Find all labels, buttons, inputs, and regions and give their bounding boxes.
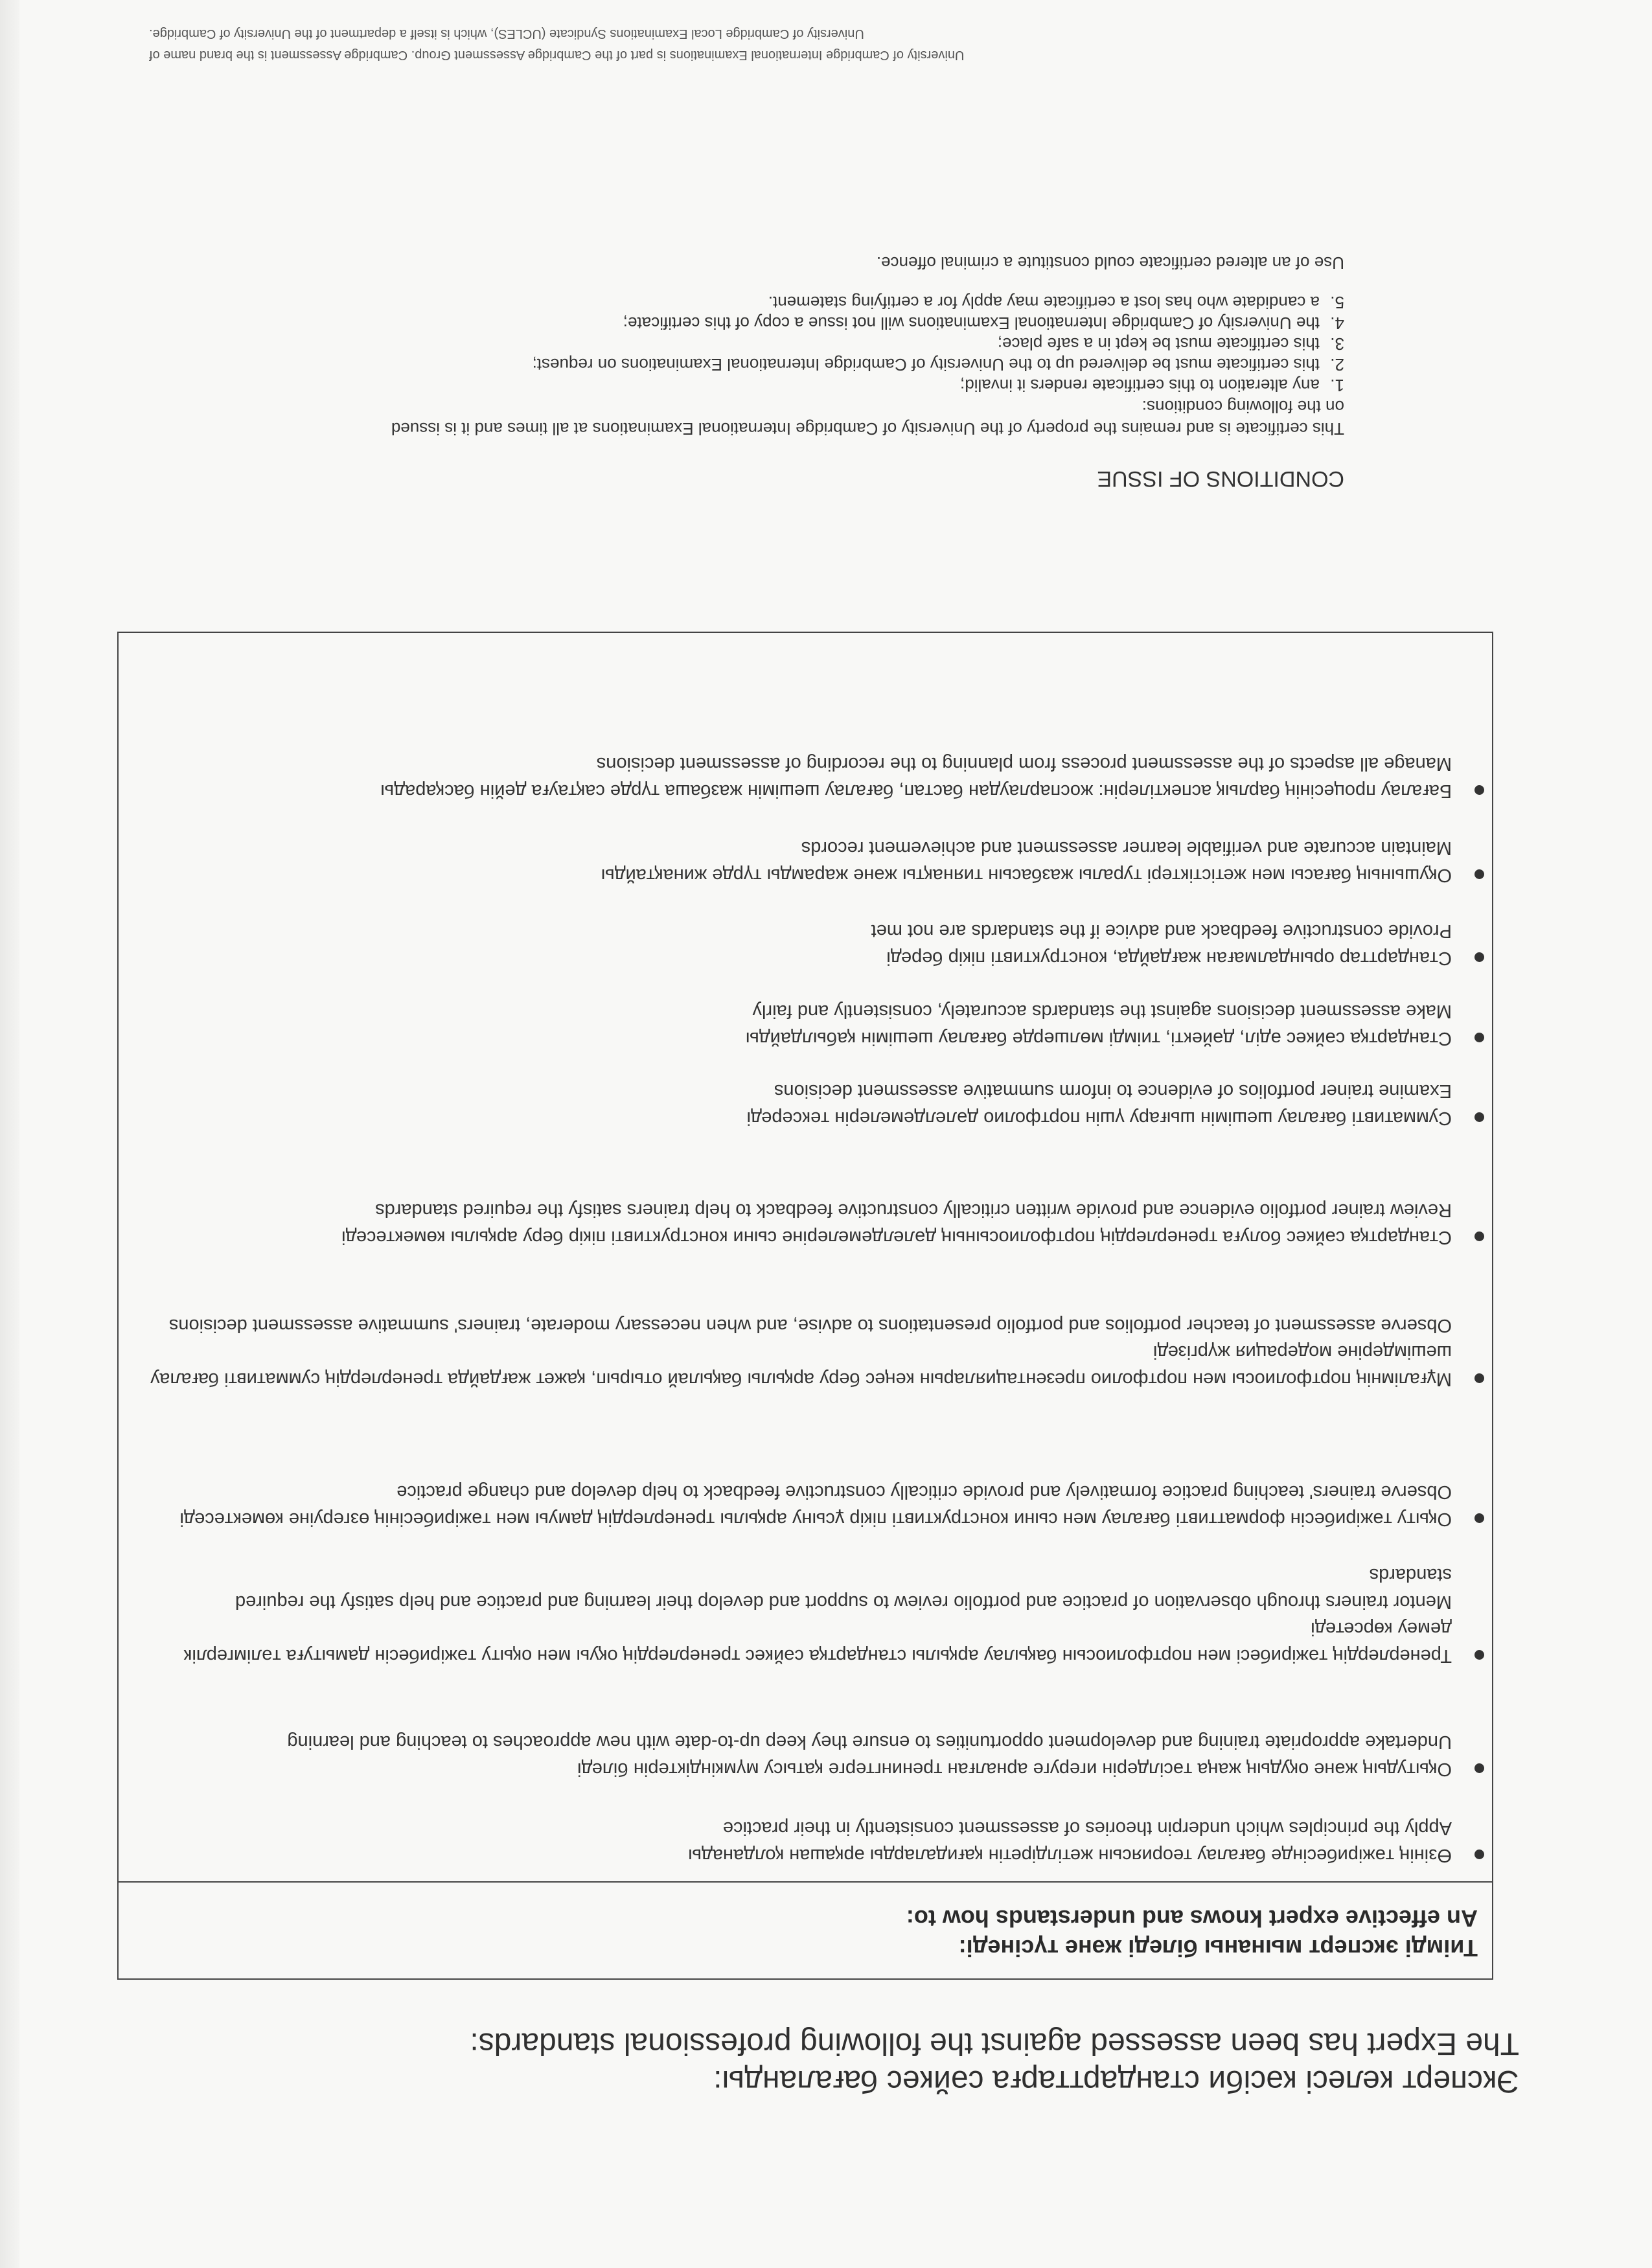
conditions-intro: This certificate is and remains the property of the University of Cambridge International Examinations at all times and it is issued on the following conditions: <box>391 397 1344 439</box>
title-english: The Expert has been assessed against the following professional standards: <box>470 2026 1519 2061</box>
standard-kazakh: Өзінің тәжірибесінде бағалау теориясын жетілдіретін қағидаларды әрқашан қолданады <box>688 1845 1452 1866</box>
condition-item <box>373 292 1344 313</box>
bullet-icon <box>1474 1850 1484 1859</box>
standard-english: Examine trainer portfolios of evidence to inform summative assessment decisions <box>774 1081 1452 1102</box>
bullet-icon <box>1474 785 1484 795</box>
condition-text: this certificate must be delivered up to the University of Cambridge International Examinations on request; <box>532 355 1320 374</box>
condition-item <box>373 375 1344 396</box>
standard-english: Provide constructive feedback and advice if the standards are not met <box>871 921 1452 942</box>
standard-english: Undertake appropriate training and development opportunities to ensure they keep up-to-date with new approaches to teaching and learning <box>287 1732 1452 1753</box>
standard-text <box>150 917 1452 971</box>
footer-line-1: University of Cambridge International Examinations is part of the Cambridge Assessment Group. Cambridge Assessment is the brand name of <box>149 48 965 62</box>
standards-heading <box>119 1881 1492 1978</box>
condition-number: 3. <box>1330 334 1344 354</box>
standard-kazakh: Мұғалімнің портфолиосы мен портфолио презентацияларын кеңес беру арқылы бақылай отырып, қажет жағдайда тренерлердің суммативті бағалау шешімдеріне модерация жүргізеді <box>150 1342 1452 1390</box>
conditions-list <box>373 292 1344 396</box>
condition-text: this certificate must be kept in a safe place; <box>997 334 1320 354</box>
conditions-warning: Use of an altered certificate could constitute a criminal offence. <box>876 253 1344 273</box>
standard-text <box>150 1478 1452 1532</box>
title-block <box>94 2024 1519 2100</box>
standard-english: Observe trainers' teaching practice formatively and provide critically constructive feedback to help develop and change practice <box>396 1482 1452 1503</box>
conditions-of-issue <box>373 252 1344 493</box>
standard-text <box>150 1815 1452 1868</box>
title-kazakh: Эксперт келесі кәсіби стандарттарға сәйкес бағаланды: <box>713 2064 1519 2098</box>
footer-line-2: University of Cambridge Local Examinations Syndicate (UCLES), which is itself a department of the University of Cambridge. <box>149 27 864 41</box>
standard-text <box>150 998 1452 1051</box>
bullet-icon <box>1474 869 1484 879</box>
standard-english: Maintain accurate and verifiable learner assessment and achievement records <box>801 838 1452 859</box>
standard-text <box>150 1077 1452 1131</box>
standard-kazakh: Стандартқа сәйкес болуға тренерлердің портфолиосының дәлелдемелеріне сыни конструктивті пікір беру арқылы көмектеседі <box>341 1227 1452 1248</box>
condition-number: 1. <box>1330 376 1344 395</box>
bullet-icon <box>1474 1112 1484 1122</box>
standard-kazakh: Оқушының бағасы мен жетістіктері туралы жазбасын тиянақты және жарамды түрде жинақтайды <box>601 865 1452 886</box>
standard-kazakh: Оқыту тәжірибесін форматтивті бағалау мен сыни конструктивті пікір ұсыну арқылы тренерлердің дамуы мен тәжірибесінің өзгеруіне көмектеседі <box>179 1509 1452 1529</box>
footer-text <box>149 23 1503 65</box>
condition-item <box>373 313 1344 334</box>
standard-english: Apply the principles which underpin theories of assessment consistently in their practice <box>722 1818 1452 1839</box>
standard-text <box>150 1561 1452 1669</box>
standard-text <box>150 750 1452 804</box>
conditions-heading: CONDITIONS OF ISSUE <box>1097 466 1344 491</box>
standards-heading-kazakh: Тиімді эксперт мынаны біледі және түсінеді: <box>958 1935 1478 1962</box>
condition-number: 5. <box>1330 293 1344 312</box>
standard-kazakh: Стандарттар орындалмаған жағдайда, конструктивті пікір береді <box>886 948 1452 968</box>
bullet-icon <box>1474 1231 1484 1241</box>
condition-text: the University of Cambridge International Examinations will not issue a copy of this certificate; <box>623 314 1320 333</box>
standard-english: Make assessment decisions against the standards accurately, consistently and fairly <box>752 1001 1452 1022</box>
standard-text <box>150 1728 1452 1782</box>
condition-number: 2. <box>1330 355 1344 374</box>
standard-kazakh: Стандартқа сәйкес әділ, дәйекті, тиімді мөлшерде бағалау шешімін қабылдайды <box>745 1028 1452 1049</box>
bullet-icon <box>1474 1763 1484 1773</box>
standards-box <box>117 632 1493 1980</box>
standard-english: Manage all aspects of the assessment process from planning to the recording of assessment decisions <box>596 753 1452 775</box>
scan-edge-shadow <box>0 0 19 2268</box>
bullet-icon <box>1474 952 1484 962</box>
bullet-icon <box>1474 1513 1484 1523</box>
standard-kazakh: Тренерлердің тәжірибесі мен портфолиосын бақылау арқылы стандартқа сәйкес тренерлердің оқуы мен оқыту тәжірибесін дамытуға тәлімгерлік демеу көрсетеді <box>183 1618 1452 1666</box>
standard-english: Mentor trainers through observation of practice and portfolio review to support and develop their learning and practice and help satisfy the required standards <box>235 1564 1452 1612</box>
condition-item <box>373 334 1344 354</box>
bullet-icon <box>1474 1373 1484 1383</box>
bullet-icon <box>1474 1650 1484 1660</box>
bullet-icon <box>1474 1033 1484 1042</box>
standard-kazakh: Суммативті бағалау шешімін шығару үшін портфолио дәлелдемелерін тексереді <box>746 1108 1452 1128</box>
standard-text <box>150 1312 1452 1393</box>
standard-english: Observe assessment of teacher portfolios and portfolio presentations to advise, and when necessary moderate, trainers' summative assessment decisions <box>168 1315 1452 1336</box>
condition-text: a candidate who has lost a certificate may apply for a certifying statement. <box>768 293 1320 312</box>
standards-heading-english: An effective expert knows and understands how to: <box>906 1905 1478 1932</box>
standard-kazakh: Оқытудың және оқудың жаңа тәсілдерін игеруге арналған тренингтерге қатысу мүмкіндіктерін біледі <box>577 1759 1452 1780</box>
standard-english: Review trainer portfolio evidence and provide written critically constructive feedback to help trainers satisfy the required standards <box>375 1200 1452 1221</box>
standard-kazakh: Бағалау процесінің барлық аспектілерін: жоспарлаудан бастап, бағалау шешімін жазбаша түрде сақтауға дейін басқарады <box>380 781 1452 801</box>
standard-text <box>150 834 1452 888</box>
condition-text: any alteration to this certificate renders it invalid; <box>960 376 1320 395</box>
condition-number: 4. <box>1330 314 1344 333</box>
condition-item <box>373 354 1344 375</box>
standard-text <box>150 1197 1452 1250</box>
